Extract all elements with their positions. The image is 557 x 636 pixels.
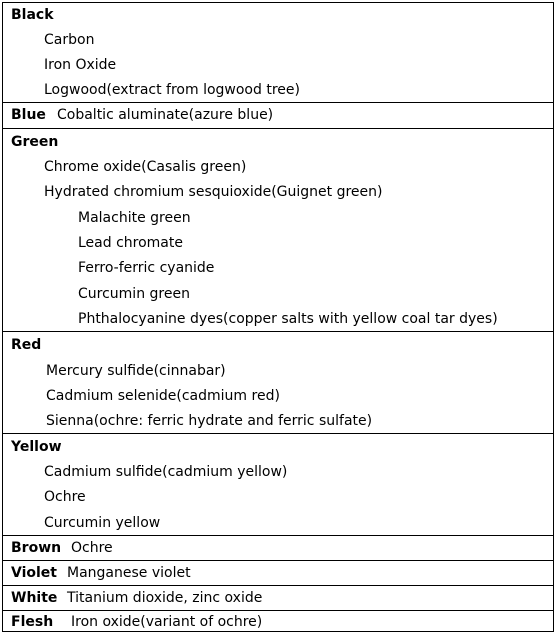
color-heading-yellow: Yellow [11, 439, 62, 455]
section-yellow [3, 433, 553, 535]
color-heading-white: White [11, 590, 58, 606]
pigment-subitem-curcumin-green: Curcumin green [78, 286, 190, 302]
pigment-item-curcumin-yellow: Curcumin yellow [44, 515, 161, 531]
pigment-item-manganese-violet: Manganese violet [67, 565, 191, 581]
color-heading-flesh: Flesh [11, 614, 54, 630]
pigment-item-chrome-oxide: Chrome oxide(Casalis green) [44, 159, 247, 175]
color-heading-blue: Blue [11, 107, 46, 123]
pigment-subitem-lead-chromate: Lead chromate [78, 235, 183, 251]
section-brown [3, 535, 553, 560]
pigment-item-sienna: Sienna(ochre: ferric hydrate and ferric sulfate) [46, 413, 373, 429]
color-heading-violet: Violet [11, 565, 57, 581]
pigment-item-titanium-dioxide: Titanium dioxide, zinc oxide [67, 590, 263, 606]
section-blue [3, 102, 553, 128]
pigment-item-carbon: Carbon [44, 32, 95, 48]
color-heading-red: Red [11, 337, 42, 353]
pigment-item-iron-oxide: Iron Oxide [44, 57, 117, 73]
pigment-item-hydrated-chromium: Hydrated chromium sesquioxide(Guignet green) [44, 184, 383, 200]
section-black [3, 3, 553, 101]
section-white [3, 585, 553, 610]
color-heading-brown: Brown [11, 540, 62, 556]
section-violet [3, 560, 553, 585]
pigment-item-cadmium-selenide: Cadmium selenide(cadmium red) [46, 388, 280, 404]
pigment-item-ochre: Ochre [44, 489, 86, 505]
pigment-subitem-phthalocyanine-dyes: Phthalocyanine dyes(copper salts with yellow coal tar dyes) [78, 311, 498, 327]
color-heading-black: Black [11, 7, 54, 23]
pigment-subitem-ferro-ferric-cyanide: Ferro-ferric cyanide [78, 260, 215, 276]
section-green [3, 128, 553, 331]
section-flesh [3, 610, 553, 633]
pigment-item-brown-ochre: Ochre [71, 540, 113, 556]
pigment-item-mercury-sulfide: Mercury sulfide(cinnabar) [46, 363, 226, 379]
section-red [3, 331, 553, 433]
pigment-subitem-malachite-green: Malachite green [78, 210, 191, 226]
pigment-item-cadmium-sulfide: Cadmium sulfide(cadmium yellow) [44, 464, 288, 480]
pigment-table [2, 2, 554, 632]
pigment-item-cobaltic-aluminate: Cobaltic aluminate(azure blue) [57, 107, 274, 123]
color-heading-green: Green [11, 134, 59, 150]
pigment-item-logwood: Logwood(extract from logwood tree) [44, 82, 300, 98]
pigment-item-iron-oxide-variant: Iron oxide(variant of ochre) [71, 614, 263, 630]
